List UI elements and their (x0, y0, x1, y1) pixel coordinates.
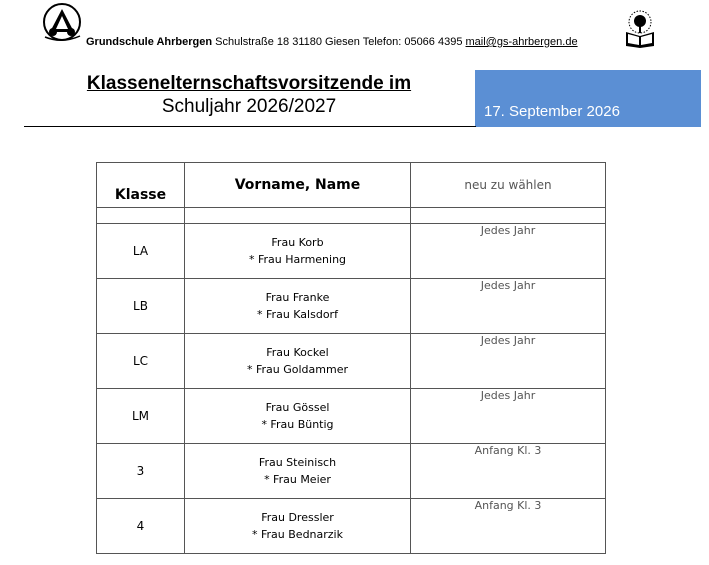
deputy-name: * Frau Kalsdorf (257, 308, 338, 321)
document-title (24, 72, 474, 118)
election-cell: Jedes Jahr (411, 224, 606, 279)
chair-name: Frau Korb (271, 236, 324, 249)
school-address: Schulstraße 18 31180 Giesen (215, 36, 360, 48)
table-row (97, 389, 606, 444)
table-row (97, 499, 606, 554)
deputy-name: * Frau Meier (264, 473, 331, 486)
table-row (97, 224, 606, 279)
title-line-1: Klassenelternschaftsvorsitzende im (86, 73, 412, 94)
table-header-row (97, 163, 606, 208)
school-name: Grundschule Ahrbergen (86, 36, 213, 48)
table-row (97, 334, 606, 389)
name-cell (185, 224, 411, 279)
election-cell: Anfang Kl. 3 (411, 499, 606, 554)
name-cell (185, 334, 411, 389)
chair-name: Frau Gössel (265, 401, 330, 414)
election-cell: Anfang Kl. 3 (411, 444, 606, 499)
klasse-cell: LA (97, 224, 185, 279)
table-spacer-row (97, 208, 606, 224)
klasse-cell: LM (97, 389, 185, 444)
deputy-name: * Frau Bednarzik (252, 528, 343, 541)
klasse-cell: 4 (97, 499, 185, 554)
header-divider (24, 126, 476, 127)
table-row (97, 279, 606, 334)
name-cell (185, 499, 411, 554)
deputy-name: * Frau Büntig (261, 418, 334, 431)
school-logo-triangle-icon (40, 2, 88, 46)
klasse-cell: 3 (97, 444, 185, 499)
column-header-klasse: Klasse (97, 163, 185, 208)
klasse-cell: LB (97, 279, 185, 334)
election-cell: Jedes Jahr (411, 334, 606, 389)
chair-name: Frau Steinisch (258, 456, 337, 469)
book-tree-icon (620, 8, 660, 48)
deputy-name: * Frau Goldammer (246, 363, 348, 376)
parents-chair-table (96, 162, 606, 554)
date-box (475, 70, 701, 127)
school-header (86, 36, 578, 48)
klasse-cell: LC (97, 334, 185, 389)
chair-name: Frau Franke (265, 291, 330, 304)
chair-name: Frau Kockel (266, 346, 329, 359)
election-cell: Jedes Jahr (411, 279, 606, 334)
title-line-2: Schuljahr 2026/2027 (161, 96, 337, 117)
school-phone: Telefon: 05066 4395 (362, 36, 463, 48)
name-cell (185, 279, 411, 334)
column-header-neu: neu zu wählen (411, 163, 606, 208)
school-email-link[interactable]: mail@gs-ahrbergen.de (465, 36, 578, 48)
name-cell (185, 389, 411, 444)
column-header-name: Vorname, Name (185, 163, 411, 208)
document-date: 17. September 2026 (484, 103, 620, 120)
name-cell (185, 444, 411, 499)
chair-name: Frau Dressler (261, 511, 334, 524)
table-row (97, 444, 606, 499)
election-cell: Jedes Jahr (411, 389, 606, 444)
deputy-name: * Frau Harmening (248, 253, 347, 266)
